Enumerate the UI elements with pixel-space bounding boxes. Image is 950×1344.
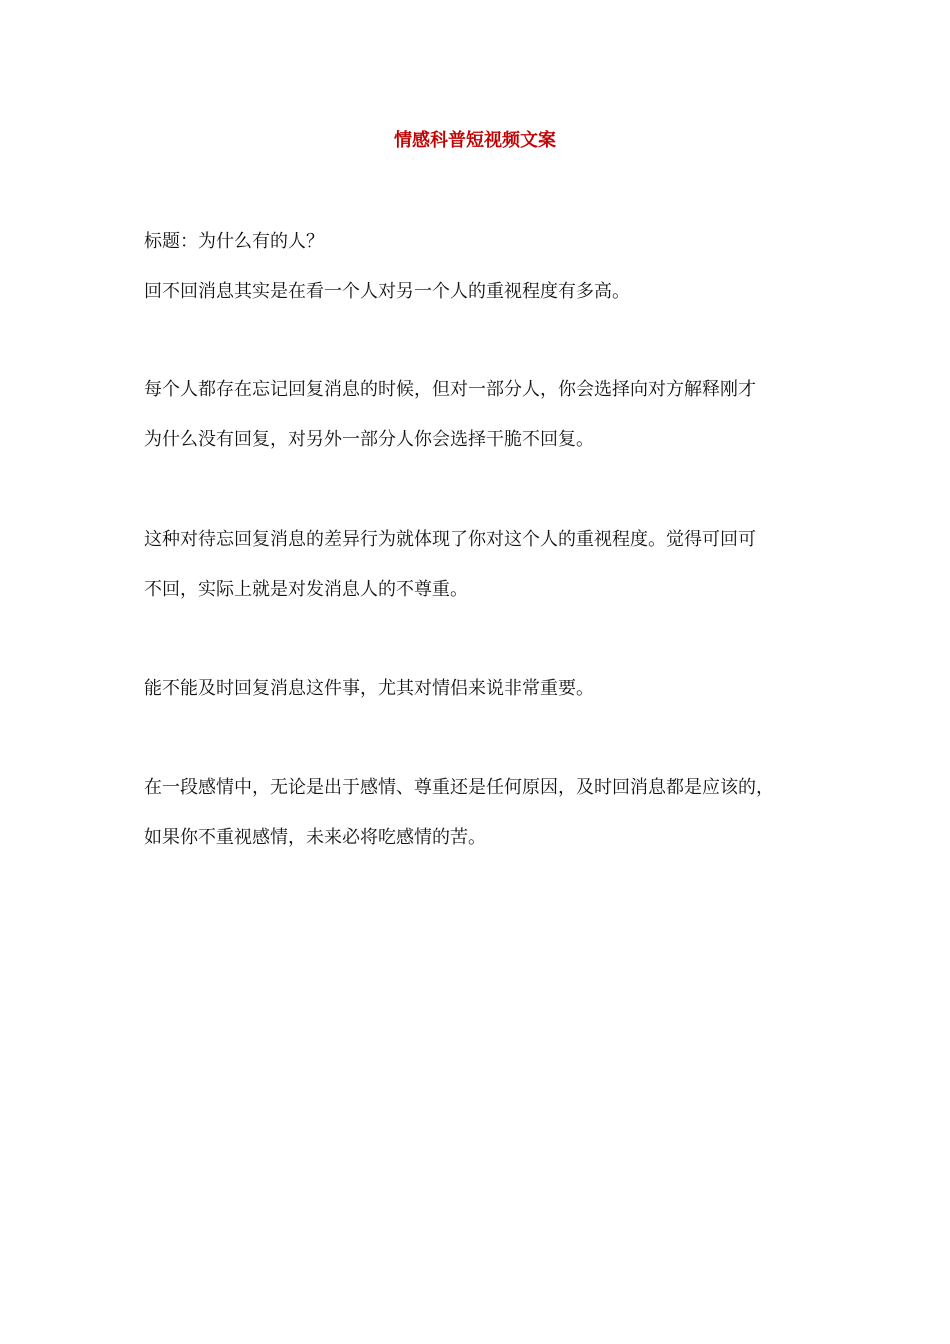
body-line: 每个人都存在忘记回复消息的时候，但对一部分人，你会选择向对方解释刚才: [144, 379, 756, 400]
page-title: 情感科普短视频文案: [394, 130, 556, 151]
body-line: 不回，实际上就是对发消息人的不尊重。: [144, 579, 468, 600]
body-line: 为什么没有回复，对另外一部分人你会选择干脆不回复。: [144, 429, 594, 450]
body-line: 在一段感情中，无论是出于感情、尊重还是任何原因，及时回消息都是应该的，: [144, 777, 774, 798]
body-line: 能不能及时回复消息这件事，尤其对情侣来说非常重要。: [144, 678, 594, 699]
body-line: 这种对待忘回复消息的差异行为就体现了你对这个人的重视程度。觉得可回可: [144, 529, 756, 550]
body-line: 如果你不重视感情，未来必将吃感情的苦。: [144, 827, 486, 848]
body-line: 回不回消息其实是在看一个人对另一个人的重视程度有多高。: [144, 281, 630, 302]
body-line-heading: 标题：为什么有的人？: [144, 231, 324, 252]
